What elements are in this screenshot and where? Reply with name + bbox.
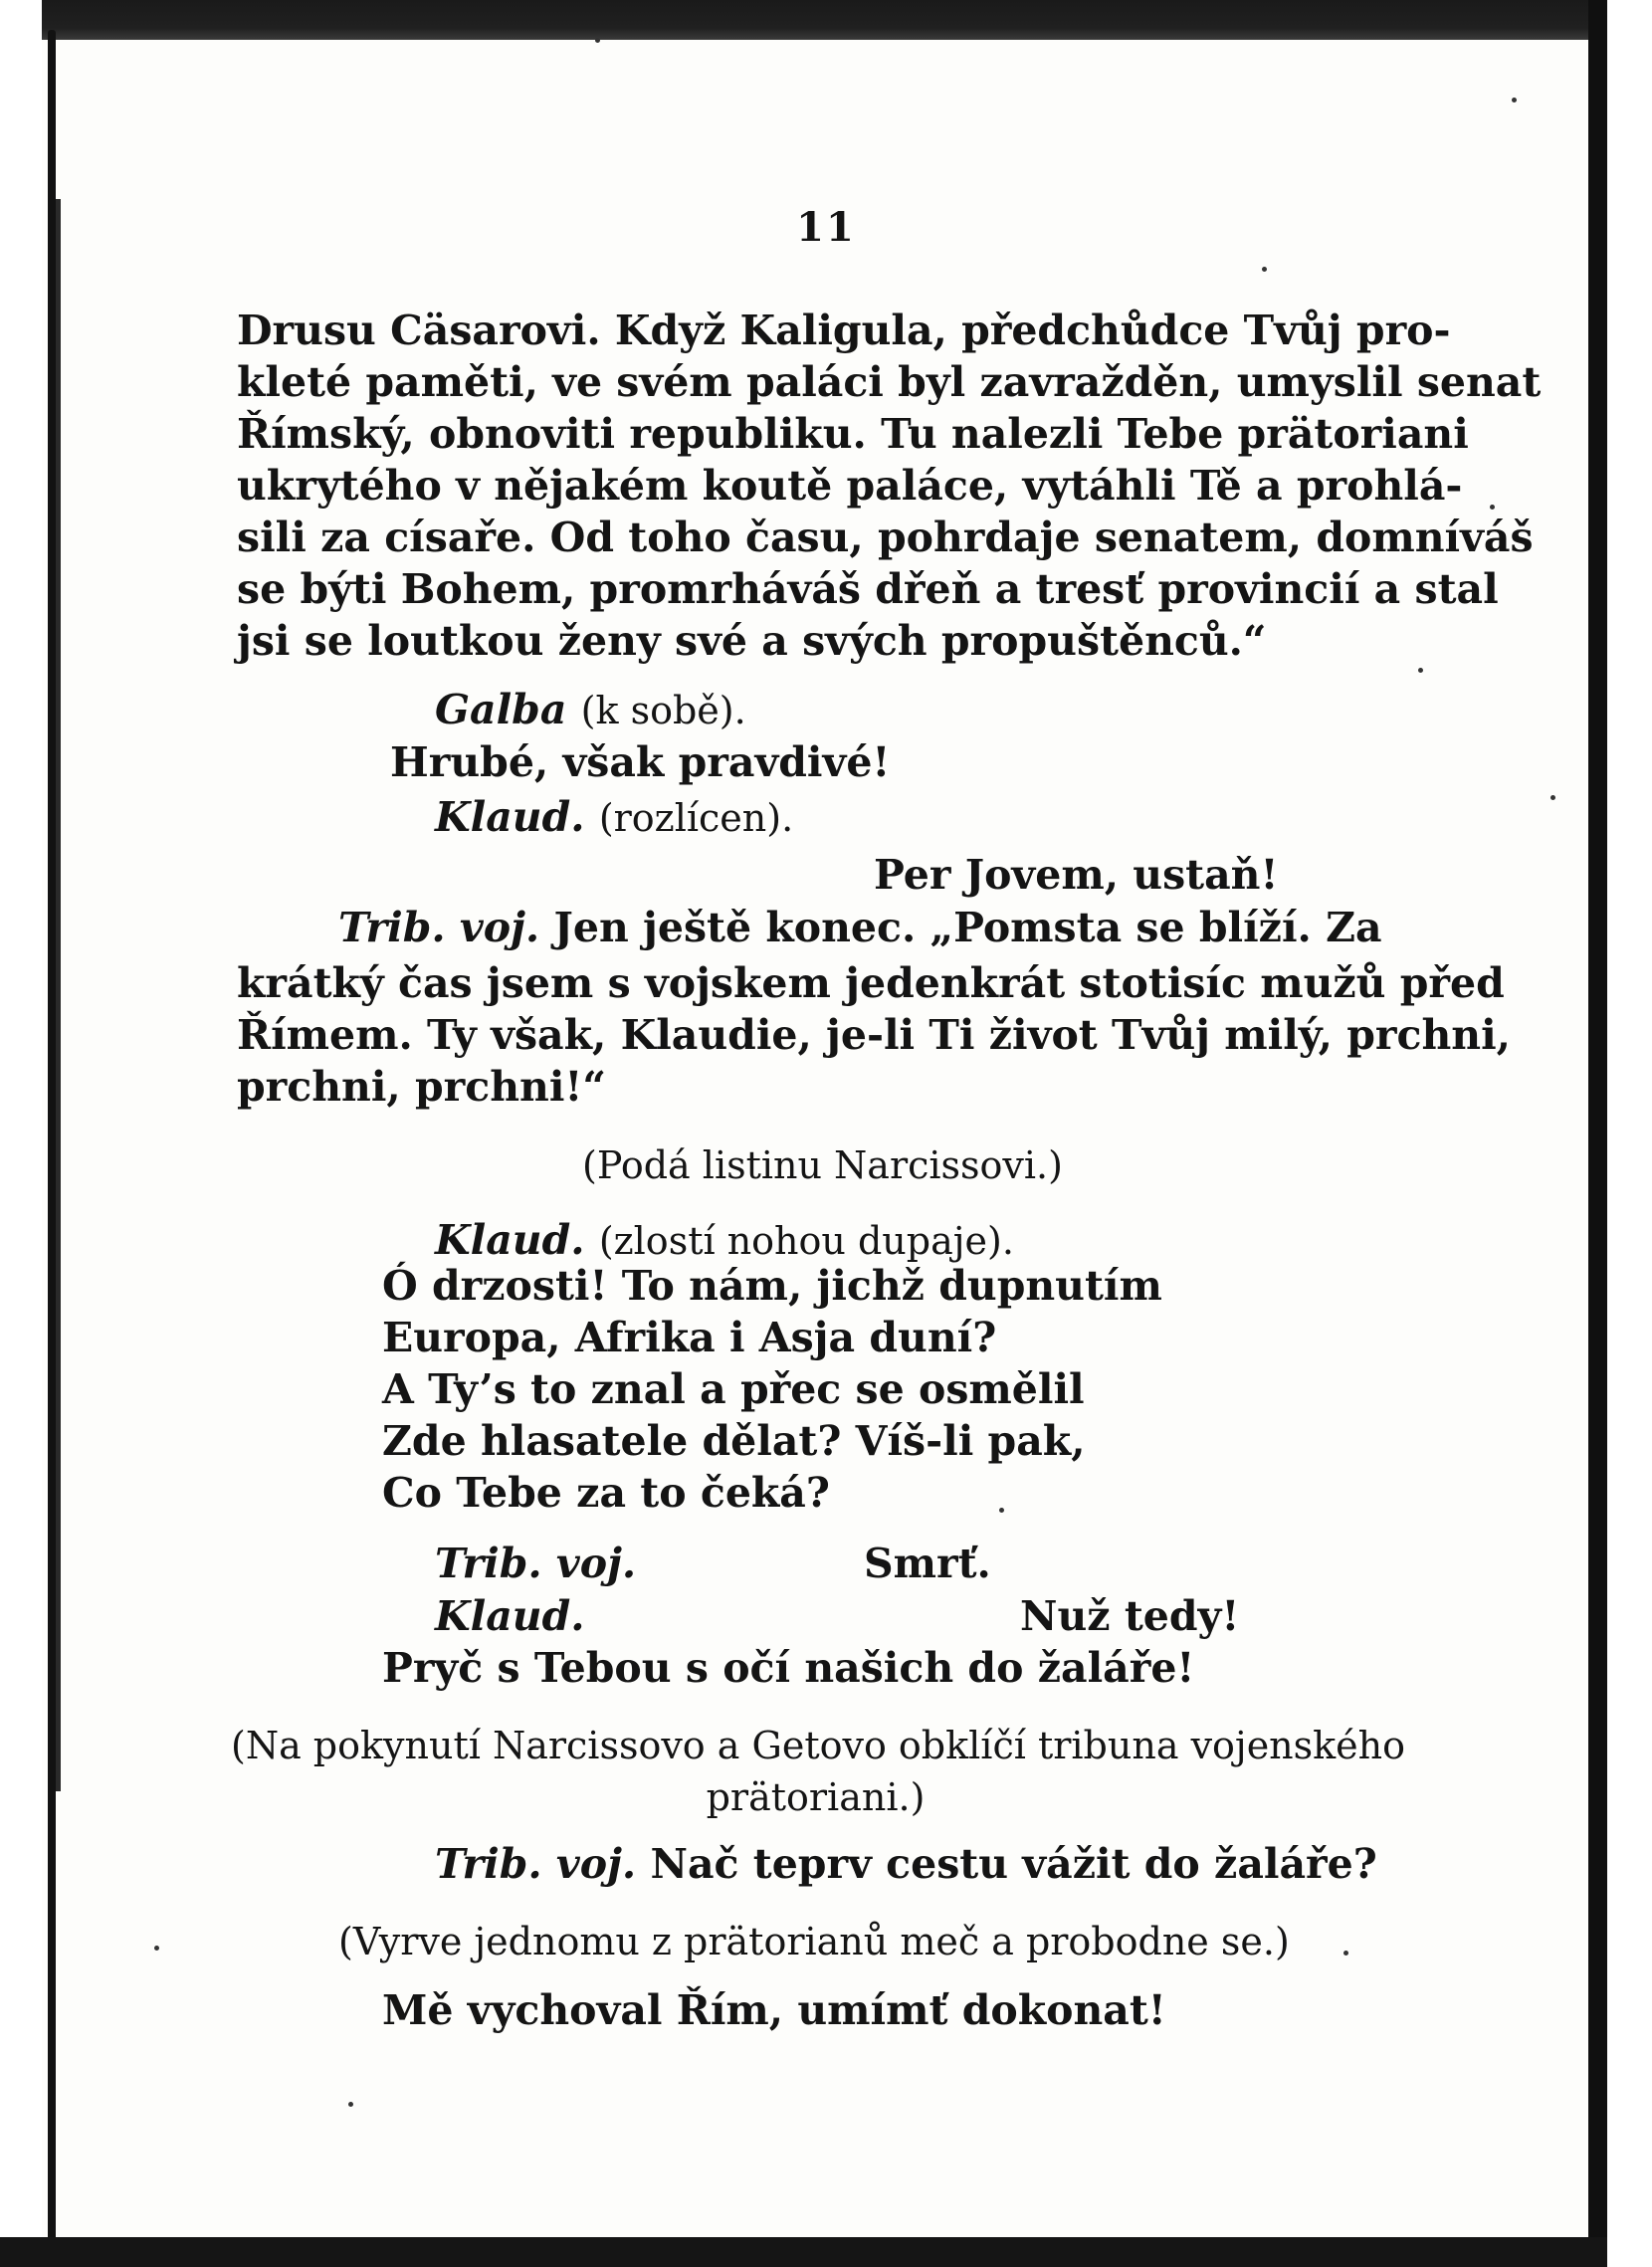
speck [1418, 668, 1423, 673]
verse-line: Zde hlasatele dělat? Víš-li pak, [382, 1417, 1086, 1465]
text-line: Jen ještě konec. „Pomsta se blíží. Za [553, 904, 1382, 951]
speaker-line-klaud [435, 791, 793, 844]
speaker-name: Klaud. [435, 793, 585, 841]
verse-line: Hrubé, však pravdivé! [390, 738, 891, 786]
text-line: se býti Bohem, promrháváš dřeň a tresť provincií a stal [237, 565, 1499, 613]
verse-line: Europa, Afrika i Asja duní? [382, 1314, 997, 1361]
text-line: Římem. Ty však, Klaudie, je-li Ti život Tvůj milý, prchni, [237, 1011, 1511, 1059]
speck [1343, 1951, 1348, 1956]
paragraph-trib [237, 957, 1511, 1113]
scan-border-left-shadow [56, 199, 61, 1791]
verse-line: Smrť. [864, 1540, 991, 1587]
speaker-name: Klaud. [435, 1216, 585, 1264]
speck [1490, 505, 1495, 510]
verse-block [382, 1260, 1162, 1519]
text-line: jsi se loutkou ženy své a svých propuštěnců.“ [237, 617, 1267, 665]
text-line: sili za císaře. Od toho času, pohrdaje senatem, domníváš [237, 514, 1534, 561]
verse-line: A Ty’s to znal a přec se osmělil [382, 1365, 1085, 1413]
scan-border-bottom [0, 2237, 1607, 2267]
text-line: prchni, prchni!“ [237, 1063, 606, 1111]
page-number: 11 [796, 204, 856, 251]
speaker-line-trib [338, 902, 1382, 953]
speck [348, 2102, 353, 2107]
speaker-line-trib [435, 1538, 636, 1589]
speaker-name: Trib. voj. [435, 1840, 637, 1888]
paragraph-letter [237, 305, 1542, 667]
text-line: prätoriani.) [706, 1775, 926, 1819]
verse-line: Per Jovem, ustaň! [874, 851, 1279, 899]
stage-direction: (k sobě). [580, 689, 746, 732]
verse-line: Nač teprv cestu vážit do žaláře? [650, 1840, 1377, 1888]
verse-line: Mě vychoval Řím, umímť dokonat! [382, 1986, 1166, 2034]
speck [1512, 98, 1517, 103]
speaker-line-trib [435, 1838, 1377, 1890]
text-line: Drusu Cäsarovi. Když Kaligula, předchůdce Tvůj pro- [237, 307, 1451, 354]
speck [154, 1946, 159, 1951]
speck [1550, 795, 1555, 800]
text-line: ukrytého v nějakém koutě paláce, vytáhli Tě a prohlá- [237, 462, 1463, 510]
scan-border-top [0, 0, 1607, 40]
stage-direction: (Podá listinu Narcissovi.) [582, 1143, 1063, 1187]
scan-margin-left [0, 0, 42, 2267]
verse-line: Pryč s Tebou s očí našich do žaláře! [382, 1644, 1195, 1692]
text-line: kleté paměti, ve svém paláci byl zavražděn, umyslil senat [237, 358, 1542, 406]
scan-border-left [48, 30, 56, 2249]
text-line: krátký čas jsem s vojskem jedenkrát stotisíc mužů před [237, 959, 1505, 1007]
text-line: Římský, obnoviti republiku. Tu nalezli Tebe prätoriani [237, 410, 1469, 458]
speaker-name: Klaud. [435, 1592, 585, 1640]
scan-border-right [1588, 0, 1607, 2267]
speaker-name: Galba [435, 686, 567, 733]
speaker-name: Trib. voj. [338, 904, 540, 951]
speaker-line-klaud [435, 1590, 585, 1642]
stage-direction: (zlostí nohou dupaje). [598, 1219, 1014, 1263]
verse-line: Co Tebe za to čeká? [382, 1469, 830, 1517]
text-line: (Na pokynutí Narcissovo a Getovo obklíčí tribuna vojenského [231, 1724, 1406, 1767]
speaker-name: Trib. voj. [435, 1540, 637, 1587]
stage-direction [231, 1720, 1406, 1823]
speck [1262, 267, 1267, 272]
speaker-line-galba [435, 684, 746, 736]
stage-direction: (Vyrve jednomu z prätorianů meč a probodne se.) [338, 1920, 1290, 1963]
verse-line: Nuž tedy! [1020, 1592, 1240, 1640]
stage-direction: (rozlícen). [598, 796, 794, 840]
speck [595, 38, 600, 43]
verse-line: Ó drzosti! To nám, jichž dupnutím [382, 1262, 1162, 1310]
